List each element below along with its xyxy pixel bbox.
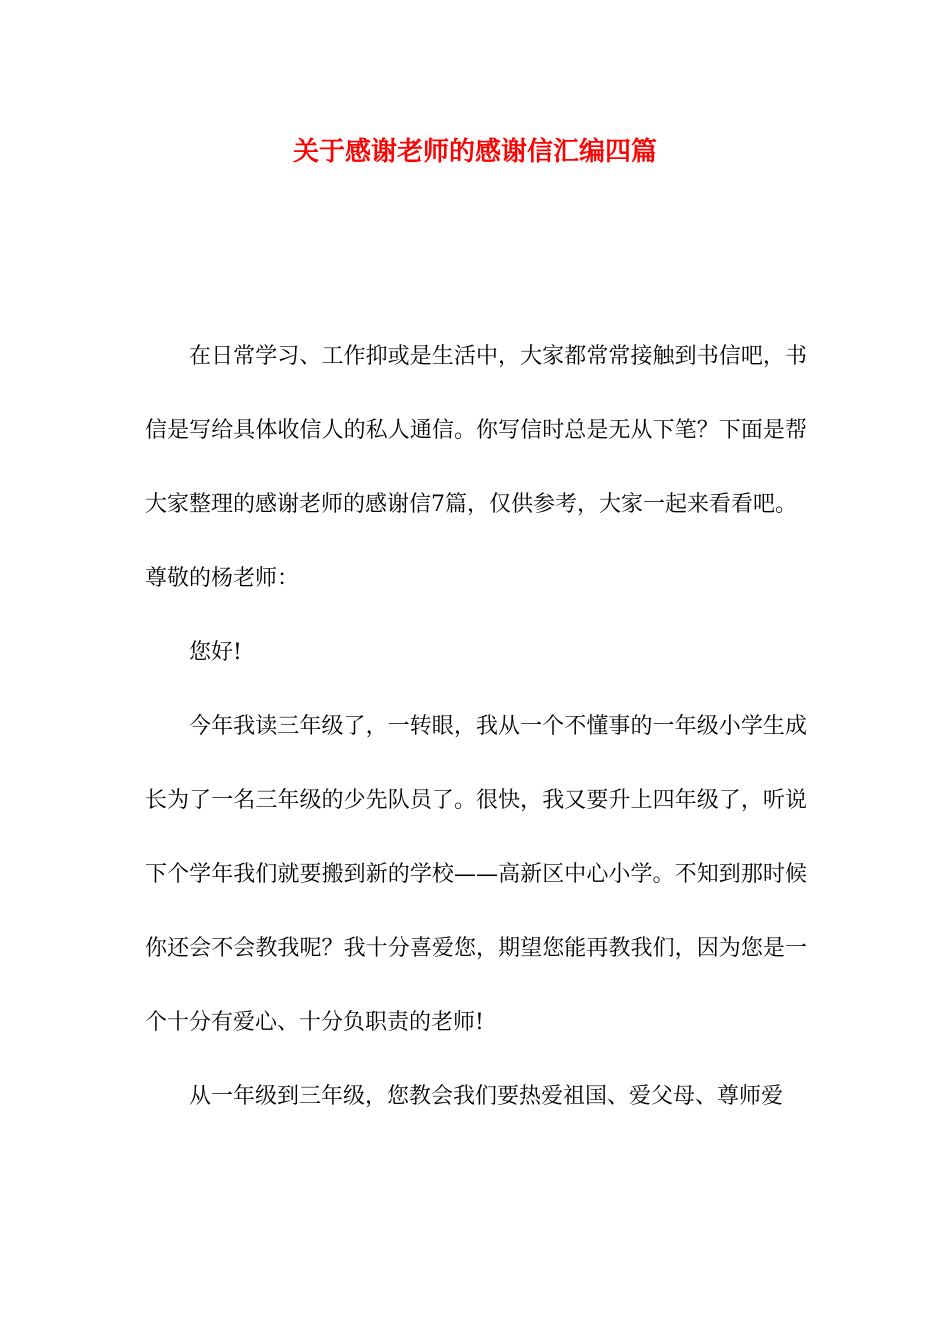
paragraph-salutation: 尊敬的杨老师： bbox=[145, 566, 300, 591]
paragraph-greeting: 您好! bbox=[189, 640, 242, 665]
paragraph-main: 今年我读三年级了，一转眼，我从一个不懂事的一年级小学生成长为了一名三年级的少先队员了。很快，我又要升上四年级了，听说下个学年我们就要搬到新的学校——高新区中心小学。不知到那时候你还会不会教我呢？我十分喜爱您，期望您能再教我们，因为您是一个十分有爱心、十分负职责的老师! bbox=[145, 714, 807, 1035]
document-body bbox=[145, 320, 807, 1134]
paragraph-intro: 在日常学习、工作抑或是生活中，大家都常常接触到书信吧，书信是写给具体收信人的私人通信。你写信时总是无从下笔？下面是帮大家整理的感谢老师的感谢信7篇，仅供参考，大家一起来看看吧。 bbox=[145, 344, 807, 517]
document-title: 关于感谢老师的感谢信汇编四篇 bbox=[292, 137, 657, 167]
paragraph-continued: 从一年级到三年级，您教会我们要热爱祖国、爱父母、尊师爱 bbox=[189, 1084, 784, 1109]
